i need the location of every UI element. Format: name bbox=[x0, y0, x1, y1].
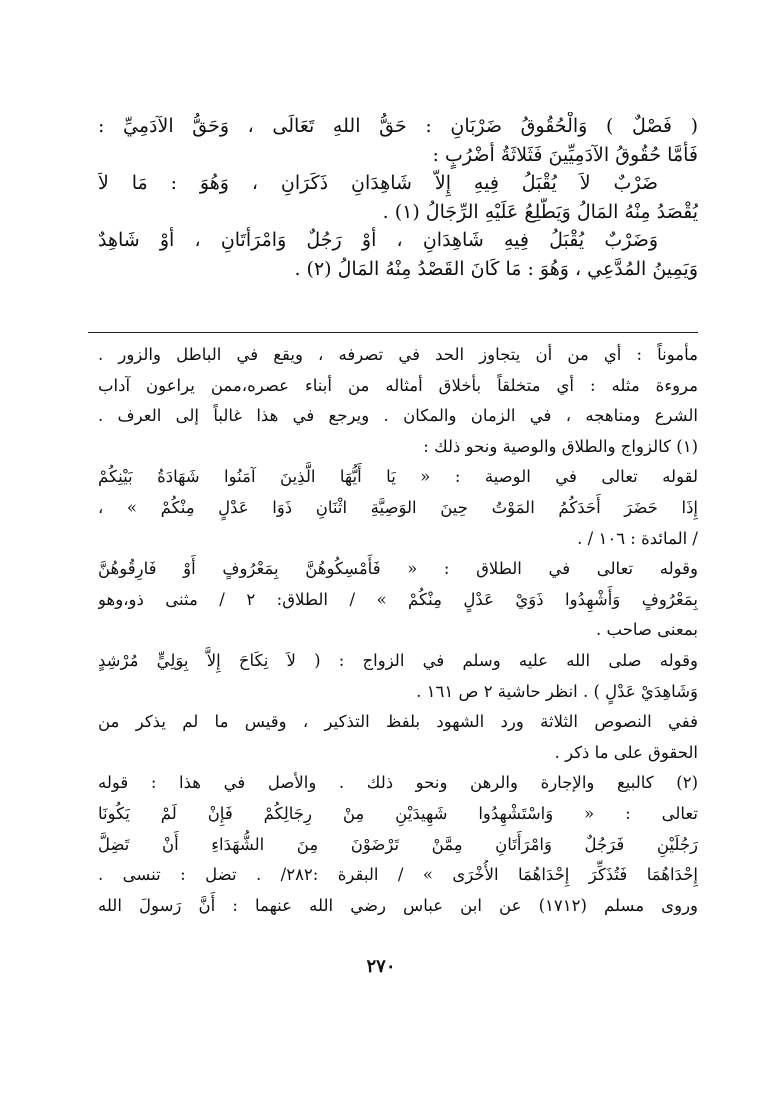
footnote-line: (٢) كالبيع والإجارة والرهن ونحو ذلك . والأصل في هذا : قوله bbox=[98, 773, 698, 793]
footnote-line: ففي النصوص الثلاثة ورد الشهود بلفظ التذكير ، وقيس ما لم يذكر من bbox=[98, 712, 698, 732]
footnote-line: بِمَعْرُوفٍ وَأَشْهِدُوا ذَوَيْ عَدْلٍ مِنْكُمْ » / الطلاق: ٢ / مثنى ذو،وهو bbox=[98, 589, 698, 609]
footnote-line: رَجُلَيْنِ فَرَجُلٌ وَامْرَأَتَانِ مِمَّنْ تَرْضَوْنَ مِنَ الشُّهَدَاءِ أَنْ تَضِلَّ bbox=[98, 834, 698, 854]
footnote-line: / المائدة : ١٠٦ / . bbox=[577, 528, 698, 548]
footnote-line: وروى مسلم (١٧١٢) عن ابن عباس رضي الله عنهما : أَنَّ رَسولَ الله bbox=[98, 895, 698, 915]
main-text bbox=[98, 112, 698, 283]
footnote-line: الشرع ومناهجه ، في الزمان والمكان . ويرجع في هذا غالباً إلى العرف . bbox=[98, 406, 698, 426]
footnotes bbox=[98, 340, 698, 921]
footnote-line: وقوله صلى الله عليه وسلم في الزواج : ( لاَ نِكَاحَ إِلاَّ بِوَلِيٍّ مُرْشِدٍ bbox=[98, 650, 698, 670]
footnote-line: الحقوق على ما ذكر . bbox=[554, 742, 698, 762]
footnote-line: إِحْدَاهُمَا فَتُذَكِّرَ إِحْدَاهُمَا الأُخْرَى » / البقرة :٢٨٢/ . تضل : تنسى . bbox=[98, 865, 698, 885]
main-line: فَأَمَّا حُقُوقُ الآدَمِيِّينَ فَثَلاثَةُ أَضْرُبٍ : bbox=[432, 143, 698, 166]
page-number: ٢٧٠ bbox=[366, 956, 396, 977]
footnote-line: وَشَاهِدَيْ عَدْلٍ ) . انظر حاشية ٢ ص ١٦١ . bbox=[416, 681, 698, 701]
footnote-line: مأموناً : أي من أن يتجاوز الحد في تصرفه ، ويقع في الباطل والزور . bbox=[98, 345, 698, 364]
footnote-line: بمعنى صاحب . bbox=[596, 620, 698, 640]
footnote-line: (١) كالزواج والطلاق والوصية ونحو ذلك : bbox=[423, 436, 698, 456]
main-line: وَضَرْبٌ يُقْبَلُ فِيهِ شَاهِدَانِ ، أَوْ رَجُلٌ وَامْرَأَتَانِ ، أَوْ شَاهِدٌ bbox=[98, 229, 658, 251]
footnote-line: إِذَا حَضَرَ أَحَدَكُمُ المَوْتُ حِينَ الوَصِيَّةِ اثْنَانِ ذَوَا عَدْلٍ مِنْكُمْ » ، bbox=[98, 497, 698, 517]
main-line: يُقْصَدُ مِنْهُ المَالُ وَيَطَّلِعُ عَلَيْهِ الرِّجَالُ (١) . bbox=[382, 200, 698, 223]
footnote-separator bbox=[88, 332, 698, 333]
footnote-line: لقوله تعالى في الوصية : « يَا أَيُّهَا الَّذِينَ آمَنُوا شَهَادَةُ بَيْنِكُمْ bbox=[98, 467, 698, 487]
footnote-line: تعالى : « وَاسْتَشْهِدُوا شَهِيدَيْنِ مِنْ رِجَالِكُمْ فَإِنْ لَمْ يَكُونَا bbox=[98, 803, 698, 823]
main-line: ( فَصْلٌ ) وَالْحُقُوقُ ضَرْبَانِ : حَقُّ اللهِ تَعَالَى ، وَحَقُّ الآدَمِيِّ : bbox=[98, 115, 698, 137]
main-line: وَيَمِينُ المُدَّعِي ، وَهُوَ : مَا كَانَ القَصْدُ مِنْهُ المَالُ (٢) . bbox=[294, 257, 698, 280]
footnote-line: مروءة مثله : أي متخلقاً بأخلاق أمثاله من أبناء عصره،ممن يراعون آداب bbox=[98, 375, 698, 395]
footnote-line: وقوله تعالى في الطلاق : « فَأَمْسِكُوهُنَّ بِمَعْرُوفٍ أَوْ فَارِقُوهُنَّ bbox=[98, 559, 698, 579]
main-line: ضَرْبٌ لاَ يُقْبَلُ فِيهِ إِلاَّ شَاهِدَانِ ذَكَرَانِ ، وَهُوَ : مَا لاَ bbox=[98, 172, 658, 194]
